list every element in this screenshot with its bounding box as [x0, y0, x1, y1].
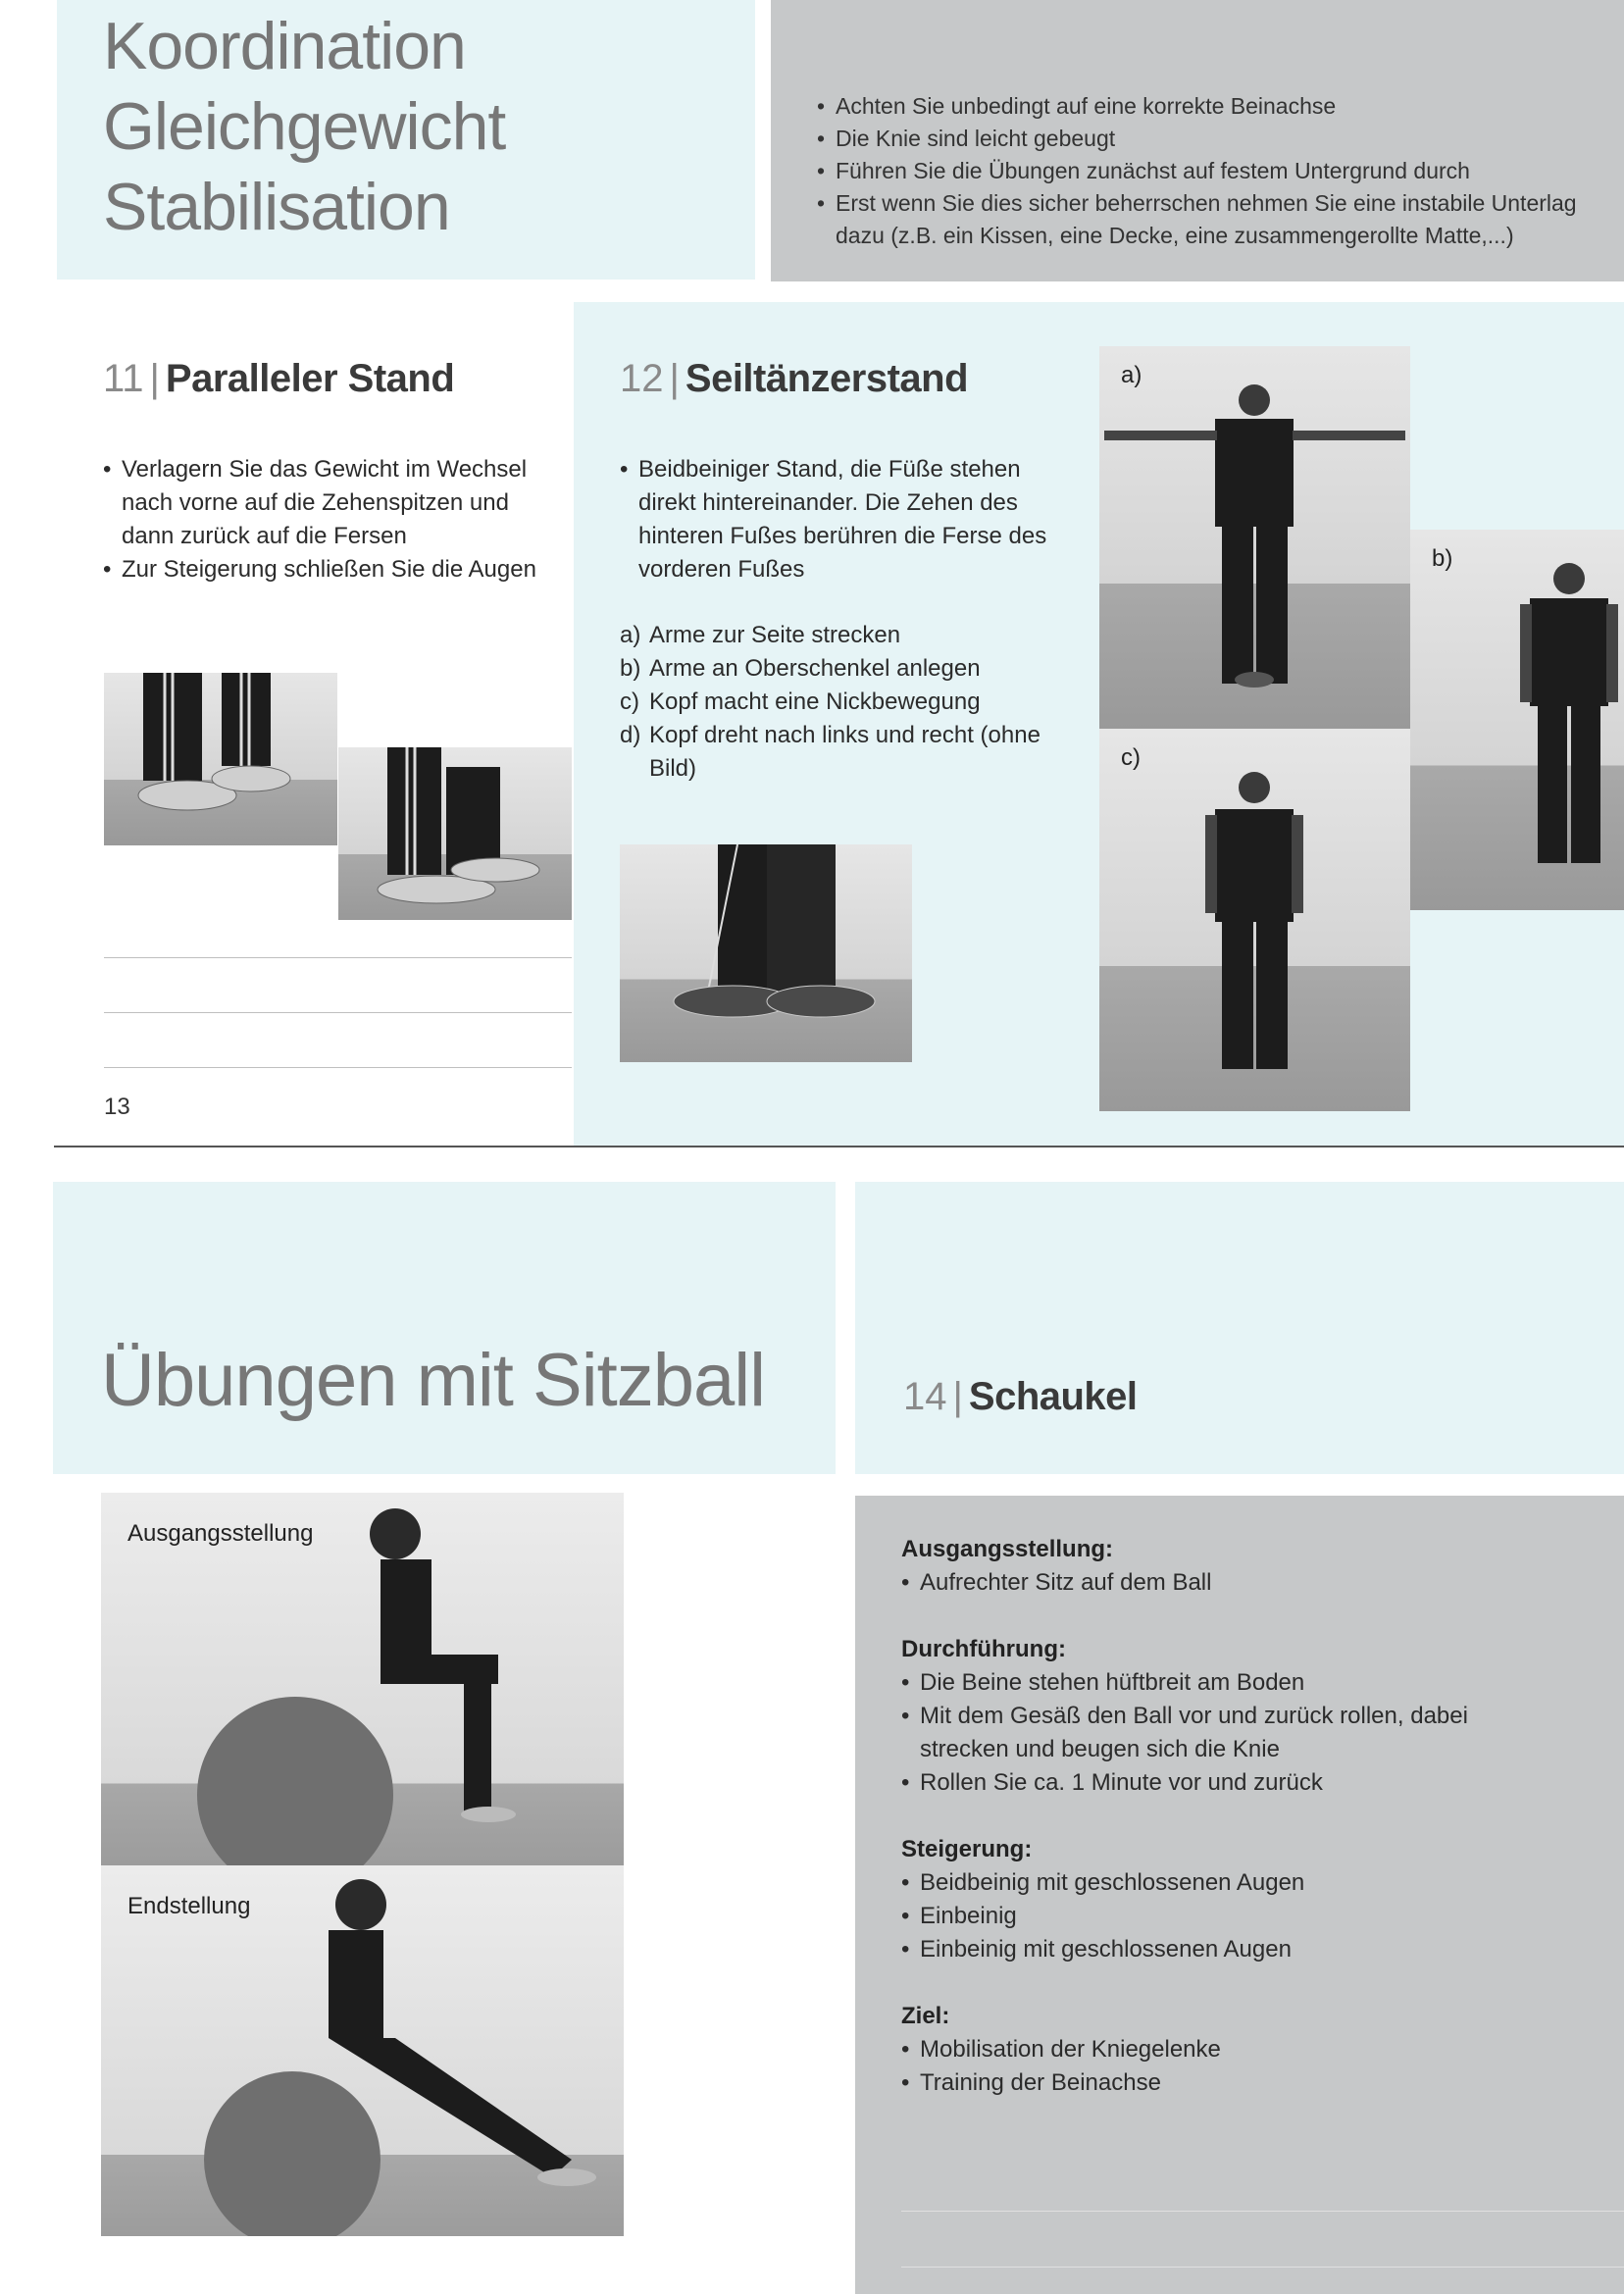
exercise-name: Seiltänzerstand — [685, 357, 969, 400]
section-item: • Rollen Sie ca. 1 Minute vor und zurück — [901, 1766, 1470, 1800]
photo-end-position — [101, 1865, 624, 2236]
section-progression — [901, 1833, 1607, 1966]
legs-on-toes-illustration — [104, 673, 337, 845]
section-item: • Mobilisation der Kniegelenke — [901, 2033, 1607, 2066]
exercise-12-instructions — [620, 453, 1066, 586]
exercise-11-instructions — [103, 453, 564, 586]
page-number: 13 — [104, 1094, 130, 1120]
option-text: Arme zur Seite strecken — [649, 622, 901, 648]
section-item: • Mit dem Gesäß den Ball vor und zurück rollen, dabei strecken und beugen sich die Knie — [901, 1700, 1470, 1766]
photo-label-end: Endstellung — [127, 1893, 251, 1919]
exercise-name: Paralleler Stand — [165, 357, 455, 400]
heading-separator: | — [952, 1375, 963, 1418]
option-item — [620, 686, 1066, 719]
photo-label-start: Ausgangsstellung — [127, 1520, 314, 1547]
exercise-12-options — [620, 619, 1066, 786]
tip-item: • Achten Sie unbedingt auf eine korrekte Beinachse — [817, 90, 1624, 123]
photo-tandem-feet — [620, 844, 912, 1062]
exercise-12-heading — [620, 355, 968, 402]
option-item — [620, 719, 1066, 786]
section-item: • Aufrechter Sitz auf dem Ball — [901, 1566, 1607, 1600]
section-heading: Durchführung: — [901, 1636, 1066, 1662]
exercise-11-heading — [103, 355, 454, 402]
photo-feet-toes — [104, 673, 337, 845]
section-execution — [901, 1633, 1607, 1800]
standing-arms-out-illustration — [1099, 346, 1410, 729]
notes-line — [104, 1067, 572, 1068]
section-goal — [901, 2000, 1607, 2100]
tip-item: • Führen Sie die Übungen zunächst auf festem Untergrund durch — [817, 155, 1624, 187]
photo-feet-heels — [338, 747, 572, 920]
photo-label-b: b) — [1432, 545, 1453, 572]
exercise-14-header-panel — [855, 1182, 1624, 1474]
tip-item: • Erst wenn Sie dies sicher beherrschen nehmen Sie eine instabile Unterlag dazu (z.B. ein Kissen, eine Decke, eine zusammengerollte Matte,...) — [817, 187, 1624, 252]
section-heading: Steigerung: — [901, 1836, 1033, 1862]
section-items — [901, 1566, 1607, 1600]
seated-on-ball-end-illustration — [101, 1865, 624, 2236]
option-text: Arme an Oberschenkel anlegen — [649, 655, 981, 682]
notes-line — [901, 2267, 1624, 2268]
section-item: • Training der Beinachse — [901, 2066, 1607, 2100]
title-line-1: Koordination — [103, 9, 466, 83]
section-items — [901, 2033, 1607, 2100]
tips-list — [817, 90, 1624, 252]
option-letter: c) — [620, 688, 639, 715]
title-line-3: Stabilisation — [103, 170, 450, 244]
exercise-number: 12 — [620, 357, 664, 400]
option-item — [620, 652, 1066, 686]
section-item: • Einbeinig — [901, 1900, 1607, 1933]
exercise-14-content — [901, 1533, 1607, 2100]
exercise-name: Schaukel — [968, 1375, 1138, 1418]
section-items — [901, 1666, 1470, 1800]
section-item: • Einbeinig mit geschlossenen Augen — [901, 1933, 1607, 1966]
instruction-item: • Zur Steigerung schließen Sie die Augen — [103, 553, 564, 586]
heading-separator: | — [669, 357, 680, 400]
photo-start-position — [101, 1493, 624, 1865]
instruction-item: • Verlagern Sie das Gewicht im Wechsel nach vorne auf die Zehenspitzen und dann zurück auf die Fersen — [103, 453, 564, 553]
seated-on-ball-start-illustration — [101, 1493, 624, 1865]
exercise-number: 14 — [903, 1375, 947, 1418]
notes-line — [104, 1012, 572, 1013]
option-text: Kopf macht eine Nickbewegung — [649, 688, 981, 715]
option-text: Kopf dreht nach links und recht (ohne Bild) — [649, 722, 1040, 782]
photo-head-nod — [1099, 729, 1410, 1111]
exercise-14-heading — [903, 1373, 1138, 1420]
standing-head-back-illustration — [1099, 729, 1410, 1111]
section-items — [901, 1866, 1607, 1966]
legs-on-heels-illustration — [338, 747, 572, 920]
section-start-position — [901, 1533, 1607, 1600]
section-item: • Die Beine stehen hüftbreit am Boden — [901, 1666, 1470, 1700]
tandem-stance-illustration — [620, 844, 912, 1062]
photo-arms-down — [1410, 530, 1624, 910]
standing-arms-down-illustration — [1410, 530, 1624, 910]
section-heading: Ausgangsstellung: — [901, 1536, 1114, 1562]
section-heading: Ziel: — [901, 2003, 950, 2029]
page-title-top — [103, 6, 505, 247]
title-line-2: Gleichgewicht — [103, 89, 506, 164]
page-divider — [54, 1146, 1624, 1147]
tip-item: • Die Knie sind leicht gebeugt — [817, 123, 1624, 155]
option-letter: b) — [620, 655, 641, 682]
section-item: • Beidbeinig mit geschlossenen Augen — [901, 1866, 1607, 1900]
notes-line — [104, 957, 572, 958]
option-item — [620, 619, 1066, 652]
option-letter: d) — [620, 722, 641, 748]
heading-separator: | — [149, 357, 160, 400]
title-panel-bottom — [53, 1182, 836, 1474]
photo-label-c: c) — [1121, 744, 1141, 771]
instruction-item: • Beidbeiniger Stand, die Füße stehen direkt hintereinander. Die Zehen des hinteren Fußes berühren die Ferse des vorderen Fußes — [620, 453, 1066, 586]
notes-line — [901, 2211, 1624, 2212]
photo-label-a: a) — [1121, 362, 1142, 388]
page-title-bottom: Übungen mit Sitzball — [101, 1339, 766, 1422]
photo-arms-out — [1099, 346, 1410, 729]
exercise-number: 11 — [103, 357, 144, 400]
option-letter: a) — [620, 622, 641, 648]
